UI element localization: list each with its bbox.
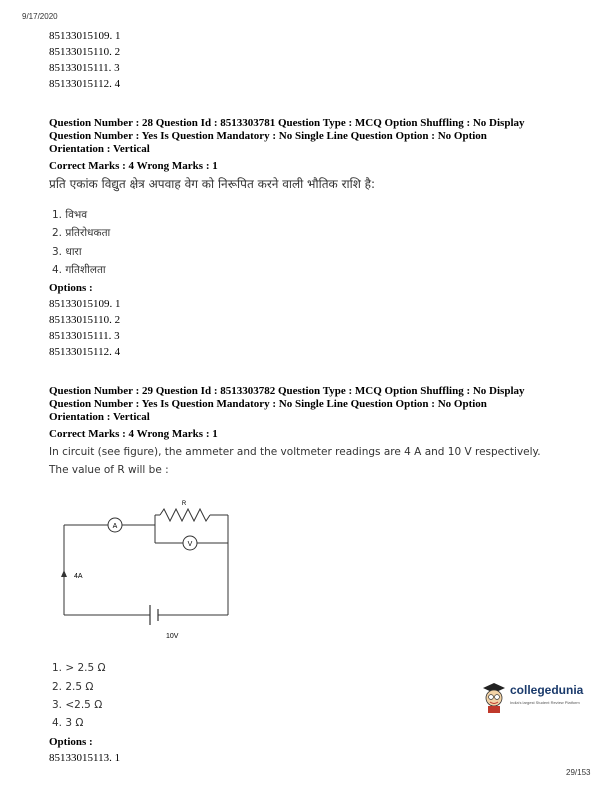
logo-tagline: India's largest Student Review Platform xyxy=(510,700,580,705)
answer-choice: 1. विभव xyxy=(52,209,88,221)
answer-choice: 3. <2.5 Ω xyxy=(52,699,103,711)
print-date: 9/17/2020 xyxy=(22,12,58,21)
resistor-label: R xyxy=(181,501,187,507)
option-line: 85133015113. 1 xyxy=(49,752,121,764)
current-arrow-icon xyxy=(61,570,67,577)
question-meta: Question Number : 28 Question Id : 8513303781 Question Type : MCQ Option Shuffling : No Display xyxy=(49,117,525,129)
ammeter-label: A xyxy=(112,523,118,530)
mascot-icon xyxy=(480,680,508,714)
question-meta: Question Number : Yes Is Question Mandatory : No Single Line Question Option : No Option xyxy=(49,130,487,142)
question-meta: Orientation : Vertical xyxy=(49,411,150,423)
answer-choice: 2. प्रतिरोधकता xyxy=(52,227,111,239)
option-line: 85133015109. 1 xyxy=(49,298,121,310)
answer-choice: 1. > 2.5 Ω xyxy=(52,662,106,674)
marks-line: Correct Marks : 4 Wrong Marks : 1 xyxy=(49,428,218,440)
collegedunia-logo xyxy=(480,680,590,716)
option-line: 85133015112. 4 xyxy=(49,78,121,90)
option-line: 85133015111. 3 xyxy=(49,62,120,74)
options-label: Options : xyxy=(49,736,93,748)
question-meta: Question Number : 29 Question Id : 8513303782 Question Type : MCQ Option Shuffling : No Display xyxy=(49,385,525,397)
voltmeter-label: V xyxy=(187,541,193,548)
answer-choice: 4. गतिशीलता xyxy=(52,264,106,276)
answer-choice: 3. धारा xyxy=(52,246,82,258)
options-label: Options : xyxy=(49,282,93,294)
logo-name: collegedunia xyxy=(510,683,584,697)
marks-line: Correct Marks : 4 Wrong Marks : 1 xyxy=(49,160,218,172)
question-meta: Question Number : Yes Is Question Mandatory : No Single Line Question Option : No Option xyxy=(49,398,487,410)
option-line: 85133015112. 4 xyxy=(49,346,121,358)
option-line: 85133015110. 2 xyxy=(49,46,121,58)
question-meta: Orientation : Vertical xyxy=(49,143,150,155)
voltage-label: 10V xyxy=(166,633,179,640)
page-number: 29/153 xyxy=(566,768,591,777)
option-line: 85133015109. 1 xyxy=(49,30,121,42)
option-line: 85133015111. 3 xyxy=(49,330,120,342)
question-text: प्रति एकांक विद्युत क्षेत्र अपवाह वेग को निरूपित करने वाली भौतिक राशि है: xyxy=(49,177,376,191)
question-text: In circuit (see figure), the ammeter and the voltmeter readings are 4 A and 10 V respectively. xyxy=(49,446,541,458)
option-line: 85133015110. 2 xyxy=(49,314,121,326)
question-text: The value of R will be : xyxy=(49,464,169,476)
circuit-diagram xyxy=(50,495,250,645)
answer-choice: 2. 2.5 Ω xyxy=(52,681,94,693)
current-label: 4A xyxy=(74,573,83,580)
answer-choice: 4. 3 Ω xyxy=(52,717,84,729)
